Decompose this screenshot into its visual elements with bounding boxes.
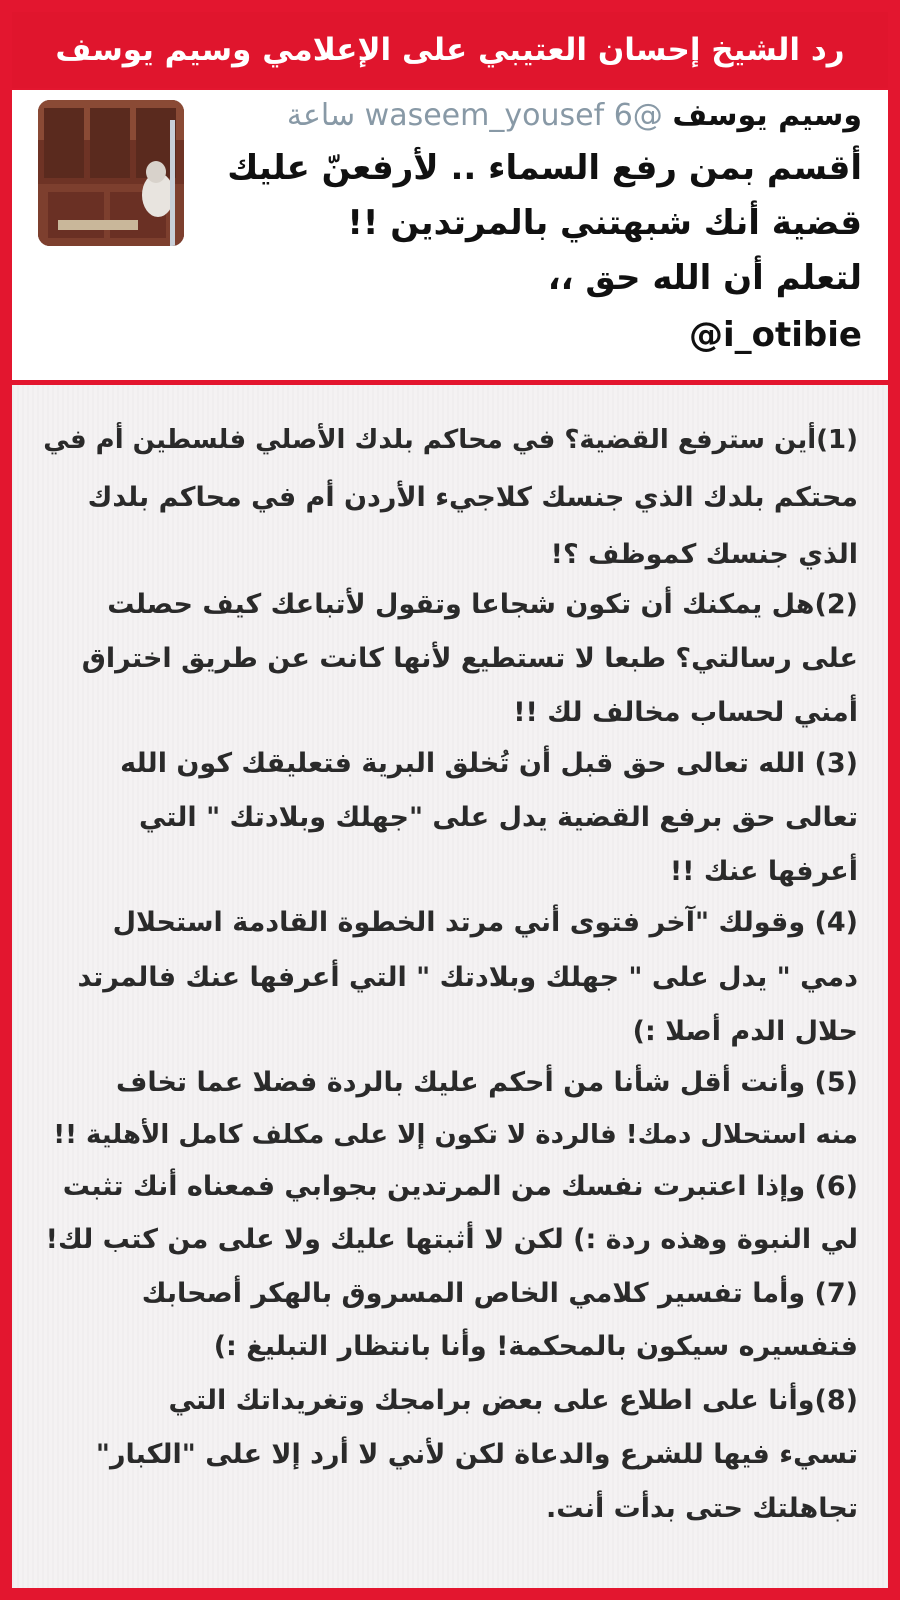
reply-line: الذي جنسك كموظف ؟!: [550, 539, 858, 570]
reply-line: (5) وأنت أقل شأنا من أحكم عليك بالردة فضلا عما تخاف: [115, 1067, 858, 1098]
tweet-display-name[interactable]: وسيم يوسف: [672, 98, 862, 133]
reply-line: (7) وأما تفسير كلامي الخاص المسروق بالهكر أصحابك: [141, 1278, 858, 1309]
header-bar: [12, 12, 888, 88]
reply-line: منه استحلال دمك! فالردة لا تكون إلا على مكلف كامل الأهلية !!: [53, 1120, 858, 1150]
tweet-mention[interactable]: @i_otibie: [689, 315, 862, 355]
reply-line: (6) وإذا اعتبرت نفسك من المرتدين بجوابي فمعناه أنك تثبت: [62, 1171, 858, 1202]
tweet-text-line: أقسم بمن رفع السماء .. لأرفعنّ عليك: [227, 148, 862, 188]
reply-panel: [12, 385, 888, 1588]
tweet-handle[interactable]: @waseem_yousef: [364, 98, 663, 133]
tweet-text-line: قضية أنك شبهتني بالمرتدين !!: [347, 203, 862, 243]
reply-line: (3) الله تعالى حق قبل أن تُخلق البرية فتعليقك كون الله: [120, 748, 858, 779]
reply-line: تجاهلتك حتى بدأت أنت.: [546, 1493, 858, 1524]
reply-line: دمي " يدل على " جهلك وبلادتك " التي أعرفها عنك فالمرتد: [77, 962, 858, 993]
reply-line: فتفسيره سيكون بالمحكمة! وأنا بانتظار التبليغ :): [213, 1331, 858, 1362]
reply-line: لي النبوة وهذه ردة :) لكن لا أثبتها عليك ولا على من كتب لك!: [45, 1224, 858, 1255]
avatar[interactable]: [38, 100, 184, 246]
reply-line: (4) وقولك "آخر فتوى أني مرتد الخطوة القادمة استحلال: [112, 907, 858, 938]
tweet-card: [12, 90, 888, 380]
tweet-header: [287, 98, 862, 133]
tweet-text-line: لتعلم أن الله حق ،،: [547, 258, 862, 298]
reply-line: محتكم بلدك الذي جنسك كلاجيء الأردن أم في محاكم بلدك: [87, 482, 858, 513]
reply-line: على رسالتي؟ طبعا لا تستطيع لأنها كانت عن طريق اختراق: [81, 643, 858, 674]
avatar-image: [38, 100, 184, 246]
reply-line: أمني لحساب مخالف لك !!: [513, 697, 858, 728]
reply-line: حلال الدم أصلا :): [632, 1016, 858, 1047]
header-title: رد الشيخ إحسان العتيبي على الإعلامي وسيم يوسف: [55, 32, 845, 68]
reply-line: (1)أين سترفع القضية؟ في محاكم بلدك الأصلي فلسطين أم في: [43, 425, 858, 455]
reply-line: (8)وأنا على اطلاع على بعض برامجك وتغريداتك التي: [168, 1385, 858, 1416]
reply-line: تسيء فيها للشرع والدعاة لكن لأني لا أرد إلا على "الكبار": [95, 1439, 858, 1470]
reply-line: أعرفها عنك !!: [669, 856, 858, 887]
reply-line: تعالى حق برفع القضية يدل على "جهلك وبلادتك " التي: [138, 802, 858, 833]
reply-line: (2)هل يمكنك أن تكون شجاعا وتقول لأتباعك كيف حصلت: [107, 589, 858, 620]
tweet-time[interactable]: 6 ساعة: [286, 98, 633, 133]
